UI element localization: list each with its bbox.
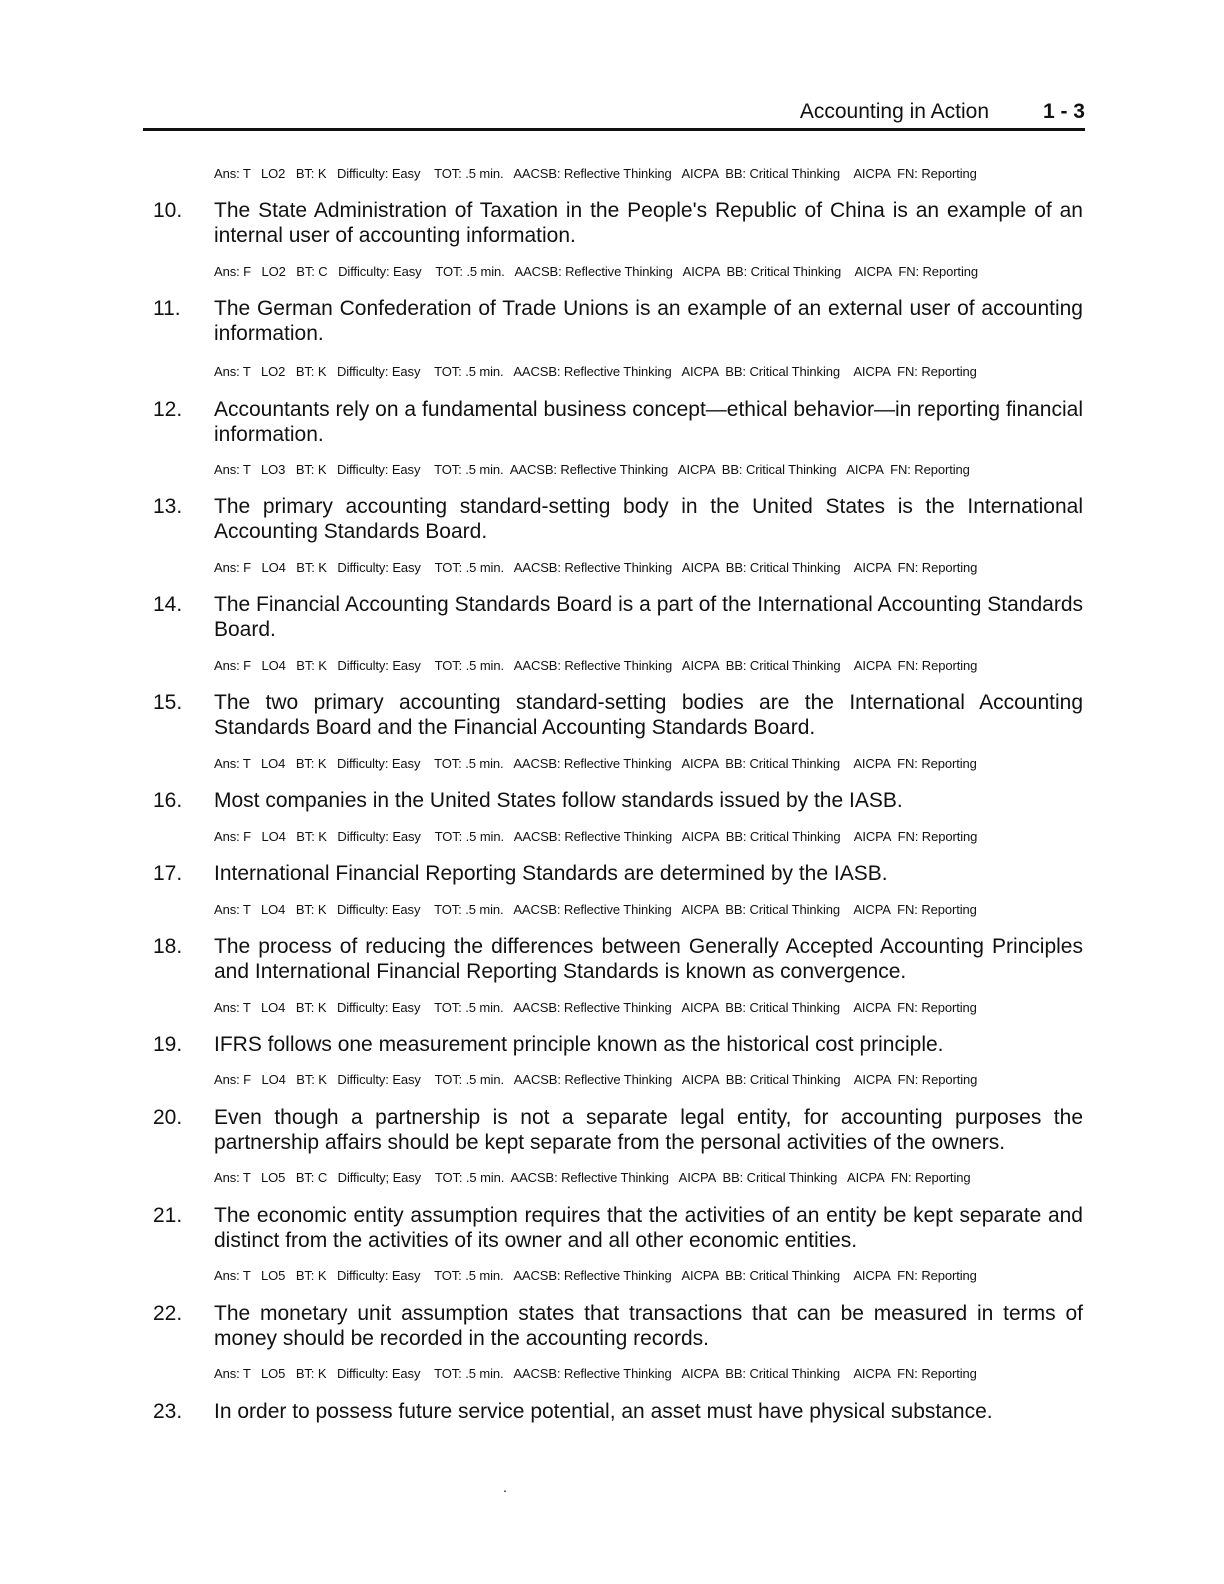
- question-number: 20.: [153, 1106, 183, 1129]
- question-text: The economic entity assumption requires that the activities of an entity be kept separate and distinct from the activities of its owner and all other economic entities.: [214, 1204, 1083, 1252]
- answer-meta: Ans: F LO4 BT: K Difficulty: Easy TOT: .5 min. AACSB: Reflective Thinking AICPA BB: Critical Thinking AICPA FN: Reporting: [214, 658, 978, 673]
- question-number: 12.: [153, 398, 183, 421]
- answer-meta: Ans: F LO4 BT: K Difficulty: Easy TOT: .5 min. AACSB: Reflective Thinking AICPA BB: Critical Thinking AICPA FN: Reporting: [214, 1072, 978, 1087]
- chapter-title: Accounting in Action: [799, 100, 989, 123]
- question-text: The monetary unit assumption states that transactions that can be measured in terms of money should be recorded in the accounting records.: [214, 1302, 1083, 1350]
- question-number: 11.: [153, 297, 181, 320]
- question-text: The German Confederation of Trade Unions is an example of an external user of accounting information.: [214, 297, 1083, 345]
- answer-meta: Ans: F LO4 BT: K Difficulty: Easy TOT: .5 min. AACSB: Reflective Thinking AICPA BB: Critical Thinking AICPA FN: Reporting: [214, 829, 978, 844]
- answer-meta: Ans: T LO3 BT: K Difficulty: Easy TOT: .5 min. AACSB: Reflective Thinking AICPA BB: Critical Thinking AICPA FN: Reporting: [214, 462, 970, 477]
- answer-meta: Ans: F LO2 BT: C Difficulty: Easy TOT: .5 min. AACSB: Reflective Thinking AICPA BB: Critical Thinking AICPA FN: Reporting: [214, 264, 978, 279]
- question-number: 14.: [153, 593, 183, 616]
- question-number: 10.: [153, 199, 183, 222]
- page-header: [143, 98, 1085, 131]
- question-text: The process of reducing the differences between Generally Accepted Accounting Principles and International Financial Reporting Standards is known as convergence.: [214, 935, 1083, 983]
- answer-meta: Ans: T LO2 BT: K Difficulty: Easy TOT: .5 min. AACSB: Reflective Thinking AICPA BB: Critical Thinking AICPA FN: Reporting: [214, 364, 977, 379]
- question-text: IFRS follows one measurement principle known as the historical cost principle.: [214, 1033, 944, 1056]
- question-text: International Financial Reporting Standards are determined by the IASB.: [214, 862, 888, 885]
- question-text: The State Administration of Taxation in the People's Republic of China is an example of an internal user of accounting information.: [214, 199, 1083, 247]
- question-text: Accountants rely on a fundamental business concept—ethical behavior—in reporting financial information.: [214, 398, 1083, 446]
- question-number: 18.: [153, 935, 183, 958]
- question-text: The Financial Accounting Standards Board is a part of the International Accounting Standards Board.: [214, 593, 1083, 641]
- answer-meta: Ans: T LO4 BT: K Difficulty: Easy TOT: .5 min. AACSB: Reflective Thinking AICPA BB: Critical Thinking AICPA FN: Reporting: [214, 902, 977, 917]
- answer-meta: Ans: T LO4 BT: K Difficulty: Easy TOT: .5 min. AACSB: Reflective Thinking AICPA BB: Critical Thinking AICPA FN: Reporting: [214, 756, 977, 771]
- question-number: 21.: [153, 1204, 183, 1227]
- answer-meta: Ans: T LO5 BT: K Difficulty: Easy TOT: .5 min. AACSB: Reflective Thinking AICPA BB: Critical Thinking AICPA FN: Reporting: [214, 1366, 977, 1381]
- answer-meta: Ans: T LO4 BT: K Difficulty: Easy TOT: .5 min. AACSB: Reflective Thinking AICPA BB: Critical Thinking AICPA FN: Reporting: [214, 1000, 977, 1015]
- question-number: 23.: [153, 1400, 183, 1423]
- question-text: Even though a partnership is not a separate legal entity, for accounting purposes the partnership affairs should be kept separate from the personal activities of the owners.: [214, 1106, 1083, 1154]
- question-text: In order to possess future service potential, an asset must have physical substance.: [214, 1400, 993, 1423]
- question-text: Most companies in the United States follow standards issued by the IASB.: [214, 789, 903, 812]
- question-number: 22.: [153, 1302, 183, 1325]
- question-text: The two primary accounting standard-setting bodies are the International Accounting Standards Board and the Financial Accounting Standards Board.: [214, 691, 1083, 739]
- answer-meta: Ans: T LO5 BT: C Difficulty; Easy TOT: .5 min. AACSB: Reflective Thinking AICPA BB: Critical Thinking AICPA FN: Reporting: [214, 1170, 971, 1185]
- question-number: 16.: [153, 789, 183, 812]
- answer-meta: Ans: T LO5 BT: K Difficulty: Easy TOT: .5 min. AACSB: Reflective Thinking AICPA BB: Critical Thinking AICPA FN: Reporting: [214, 1268, 977, 1283]
- question-number: 15.: [153, 691, 183, 714]
- question-number: 17.: [153, 862, 183, 885]
- footer-mark: .: [503, 1479, 507, 1495]
- question-text: The primary accounting standard-setting body in the United States is the International Accounting Standards Board.: [214, 495, 1083, 543]
- question-number: 13.: [153, 495, 183, 518]
- answer-meta: Ans: F LO4 BT: K Difficulty: Easy TOT: .5 min. AACSB: Reflective Thinking AICPA BB: Critical Thinking AICPA FN: Reporting: [214, 560, 978, 575]
- question-number: 19.: [153, 1033, 183, 1056]
- page-number: 1 - 3: [1042, 100, 1085, 123]
- answer-meta-top: Ans: T LO2 BT: K Difficulty: Easy TOT: .5 min. AACSB: Reflective Thinking AICPA BB: Critical Thinking AICPA FN: Reporting: [214, 166, 977, 181]
